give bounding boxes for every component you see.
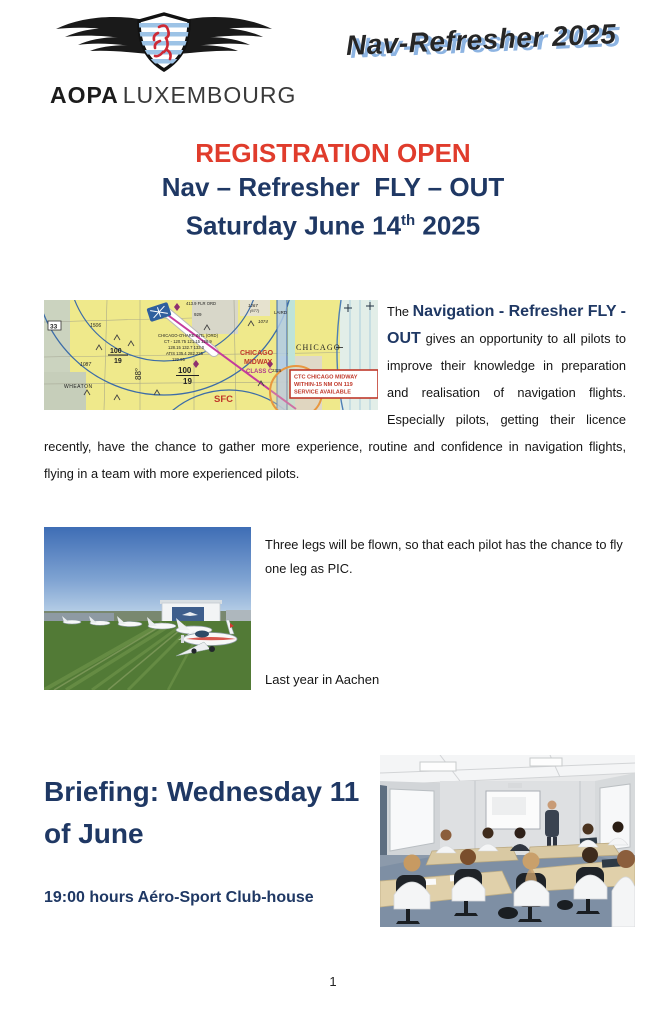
title-block [0,136,666,243]
svg-text:19: 19 [114,358,122,365]
svg-text:929: 929 [194,312,202,317]
event-title: Nav – Refresher FLY – OUT [161,172,505,202]
svg-text:2325: 2325 [272,368,282,373]
briefing-time: 19:00 hours Aéro-Sport Club-house [44,889,314,906]
svg-text:CHICAGO-O'HARE INTL (ORD): CHICAGO-O'HARE INTL (ORD) [158,333,218,338]
svg-text:CHICAGO: CHICAGO [240,350,274,357]
classroom-photo [380,755,635,927]
svg-text:1267: 1267 [248,303,258,308]
logo-wordmark [50,82,297,109]
intro-lead: The [387,304,413,319]
svg-text:413.9 FLR ORD: 413.9 FLR ORD [186,301,217,306]
legs-paragraph: Three legs will be flown, so that each pilot has the chance to fly one leg as PIC. [265,537,623,576]
svg-text:88°: 88° [134,367,143,380]
svg-text:100: 100 [178,366,192,375]
page-number: 1 [329,974,337,989]
svg-text:WHEATON: WHEATON [64,384,93,390]
logo-brand-bold: AOPA [50,82,119,108]
event-date-year: 2025 [415,210,481,241]
svg-text:WITHIN-15 NM ON 119: WITHIN-15 NM ON 119 [294,382,353,388]
svg-text:1074: 1074 [258,319,268,324]
event-date-main: Saturday June 14 [185,210,402,241]
svg-text:MIDWAY: MIDWAY [244,359,273,366]
ctc-info-box [290,370,378,398]
aopa-logo [50,10,297,109]
wordart-title: Nav-Refresher 2025 [345,18,617,61]
legs-section [44,527,626,692]
event-date-ordinal: th [401,212,416,229]
svg-text:CTC CHICAGO MIDWAY: CTC CHICAGO MIDWAY [294,374,358,381]
aopa-wings-icon [50,10,278,80]
registration-open-heading: REGISTRATION OPEN [195,138,471,168]
sectional-chart-image [44,300,378,410]
briefing-section [44,755,635,927]
briefing-text-column [44,755,380,927]
luxembourg-shield-icon [135,14,193,70]
photo-caption: Last year in Aachen [265,672,380,687]
svg-text:LAIRD: LAIRD [274,310,287,315]
svg-text:SERVICE AVAILABLE: SERVICE AVAILABLE [294,389,351,396]
intro-highlight: Navigation - Refresher FLY - OUT [387,303,626,347]
svg-text:1506: 1506 [90,323,102,329]
svg-text:19: 19 [183,377,192,386]
svg-text:122.95: 122.95 [172,357,185,362]
airfield-photo [44,527,251,690]
svg-text:CHICAGO: CHICAGO [296,343,341,352]
svg-text:CT - 120.75 121.15 126.9: CT - 120.75 121.15 126.9 [164,339,212,344]
briefing-heading: Briefing: Wednesday 11 of June [44,776,360,849]
logo-brand-light: LUXEMBOURG [122,82,297,108]
svg-text:33: 33 [50,323,58,331]
intro-body: gives an opportunity to all pilots to improve their knowledge in preparation and realisation of navigation flights. Especially pilots, getting their licence recently, have the chance to gather more experience, routine and confidence in navigation flights, flying in a team with more experienced pilots. [44,331,626,481]
svg-text:1087: 1087 [80,362,92,368]
svg-text:SFC: SFC [214,394,233,405]
svg-text:128.15 132.7 133.0: 128.15 132.7 133.0 [168,345,205,350]
legs-text-column [265,527,626,692]
intro-section [44,298,626,487]
svg-text:100: 100 [110,348,122,355]
svg-text:ATIS 135.4 282.225: ATIS 135.4 282.225 [166,351,203,356]
svg-text:CLASS C: CLASS C [246,369,273,375]
event-date [0,204,666,243]
svg-text:(677): (677) [250,308,260,313]
